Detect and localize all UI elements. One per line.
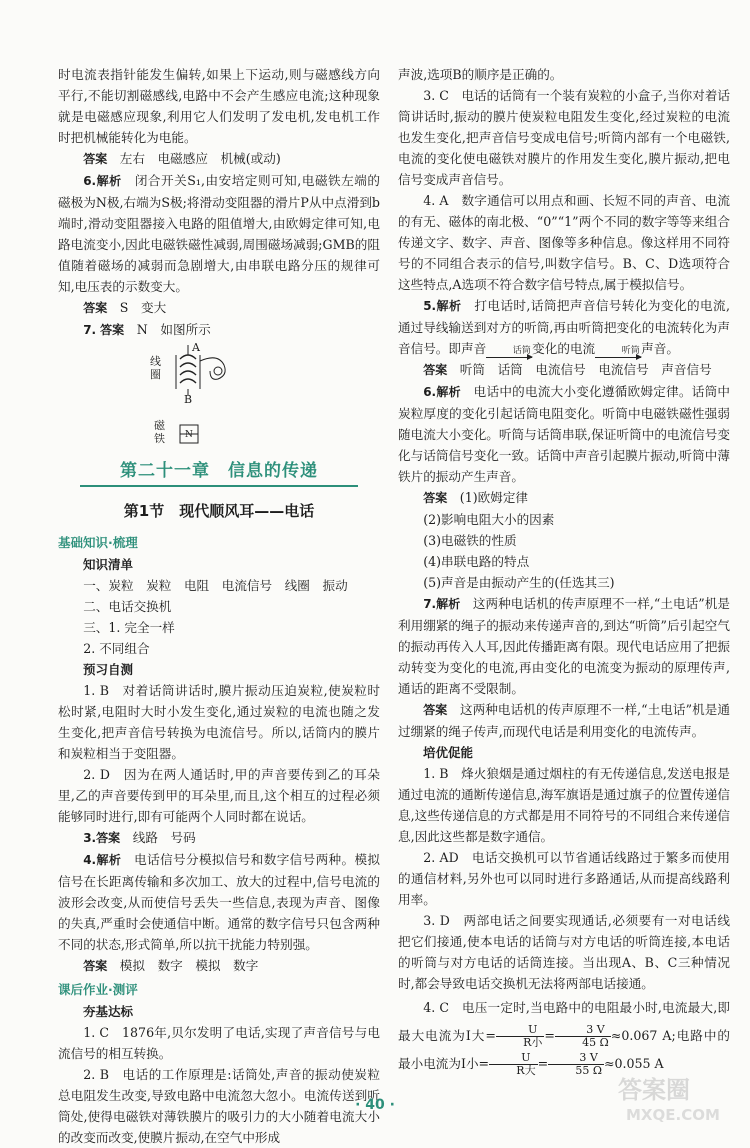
q5-answer <box>58 148 380 170</box>
analysis-text: 这两种电话机的传声原理不一样,“土电话”机是利用绷紧的绳子的振动来传递声音的,到达“听筒”后引起空气的振动再传入人耳,因此传播距离有限。现代电话应用了把振动转变为变化的电流,再由变化的电流变为振动的原理传声,通话的距离不受限制。 <box>398 596 730 696</box>
improve-item: 1. B 烽火狼烟是通过烟柱的有无传递信息,发送电报是通过电流的通断传递信息,海军旗语是通过旗子的位置传递信息,这些传递信息的方式都是用不同符号的不同组合来传递信息,因此这些都是数字通信。 <box>398 766 730 844</box>
continued-text: 声波,选项B的顺序是正确的。 <box>398 67 563 82</box>
answer-text: 模拟 数字 模拟 数字 <box>119 958 259 973</box>
answer-line: (2)影响电阻大小的因素 <box>423 512 555 527</box>
question-number: 7. <box>83 323 97 337</box>
answer-label: 答案 <box>83 152 108 166</box>
homework-item: 1. C 1876年,贝尔发明了电话,实现了声音信号与电流信号的相互转换。 <box>58 1025 380 1061</box>
fraction <box>489 1052 537 1077</box>
analysis-text: 电话信号分模拟信号和数字信号两种。模拟信号在长距离传输和多次加工、放大的过程中,信号电流的波形会改变,从而使信号丢失一些信息,表现为声音、图像的失真,严重时会使通信中断。通常的数字信号只包含两种不同的状态,形式简单,所以抗干扰能力特别强。 <box>58 852 380 952</box>
homework-item <box>398 295 730 359</box>
fraction <box>496 1024 544 1049</box>
label-b: B <box>184 393 193 406</box>
arrow-label: 听筒 <box>621 346 640 356</box>
equals: = <box>537 1056 549 1071</box>
question-number: 5. <box>423 299 437 313</box>
watermark-subtext: MXQE.COM <box>626 1106 720 1124</box>
homework-item: 3. C 电话的话筒有一个装有炭粒的小盒子,当你对着话筒讲话时,振动的膜片使炭粒电阻发生变化,经过炭粒的电流也发生变化,把声音信号变成电信号;听筒内部有一个电磁铁,电流的变化使电磁铁对膜片的作用发生变化,膜片振动,把电信号变成声音信号。 <box>398 88 730 187</box>
answer-label: 答案 <box>83 301 108 315</box>
arrow-receiver <box>595 347 641 358</box>
base-heading: 夯基达标 <box>83 1004 134 1019</box>
knowledge-item: 一、炭粒 炭粒 电阻 电流信号 线圈 振动 <box>83 578 348 593</box>
question-number: 7. <box>423 597 437 611</box>
analysis-text: 电话中的电流大小变化遵循欧姆定律。话筒中炭粒厚度的变化引起话筒电阻变化。听筒中电磁铁磁性强弱随电流大小变化。听筒与话筒串联,保证听筒中的电流信号变化与话筒信号变化一致。话筒中声音引起膜片振动,听筒中薄铁片的振动产生声音。 <box>398 384 731 484</box>
homework-item: 2. B 电话的工作原理是:话筒处,声音的振动使炭粒总电阻发生改变,导致电路中电流忽大忽小。电流传送到听筒处,使得电磁铁对薄铁膜片的吸引力的大小随着电流大小的改变而改变,使膜片振动,在空气中形成 <box>58 1067 380 1145</box>
label-magnet: 磁铁 <box>154 419 165 445</box>
analysis-label: 解析 <box>436 597 461 611</box>
knowledge-item: 二、电话交换机 <box>83 599 172 614</box>
item-text: 最小电流为 <box>398 1056 461 1071</box>
improve-item: 3. D 两部电话之间要实现通话,必须要有一对电话线把它们接通,使本电话的话筒与对方电话的听筒连接,本电话的听筒与对方电话的话筒连接。当出现A、B、C三种情况时,都会导致电话交换机无法将两部电话接通。 <box>398 913 730 991</box>
answer-label: 答案 <box>423 363 448 377</box>
homework-item: 4. A 数字通信可以用点和画、长短不同的声音、电流的有无、磁体的南北极、“0”“1”两个不同的数字等等来组合传递文字、数字、声音、图像等多种信息。像这样用不同符号的不同组合表示的信号,叫数字信号。B、C、D选项符合这些特点,A选项不符合数字信号特点,属于模拟信号。 <box>398 193 730 292</box>
arrow-mic <box>486 347 532 358</box>
question-number: 6. <box>423 385 437 399</box>
homework-answer <box>398 359 730 381</box>
denominator: 55 Ω <box>575 1064 602 1077</box>
question-number: 3. <box>83 831 97 845</box>
analysis-label: 解析 <box>96 174 122 188</box>
improve-heading: 培优促能 <box>423 745 474 760</box>
answer-label: 答案 <box>100 323 125 337</box>
numerator: U <box>489 1052 537 1065</box>
answer-text: 左右 电磁感应 机械(或动) <box>119 151 281 166</box>
homework-item <box>398 593 730 699</box>
denominator: R小 <box>523 1036 543 1049</box>
preview-answer <box>58 955 380 977</box>
coil-magnet-figure <box>148 341 380 451</box>
homework-heading: 课后作业·测评 <box>58 982 138 997</box>
answer-text: N 如图所示 <box>136 322 211 337</box>
watermark-logo <box>610 1068 740 1128</box>
answer-text: S 变大 <box>119 300 167 315</box>
analysis-text: 声音。 <box>641 341 679 356</box>
answer-text: 线路 号码 <box>132 830 196 845</box>
right-column <box>398 64 730 1078</box>
improve-item: 2. AD 电话交换机可以节省通话线路过于繁多而使用的通信材料,另外也可以同时进行多路通话,从而提高线路利用率。 <box>398 850 730 907</box>
preview-item: 1. B 对着话筒讲话时,膜片振动压迫炭粒,使炭粒时松时紧,电阻时大时小发生变化,通过炭粒的电流也随之发生变化,把声音信号转换为电流信号。所以,话筒内的膜片和炭粒相当于变阻器。 <box>58 683 380 761</box>
label-n: N <box>185 430 193 440</box>
page-number: · 40 · <box>355 1097 395 1113</box>
q7-answer <box>58 319 380 341</box>
answer-label: 答案 <box>423 703 448 717</box>
numerator: 3 V <box>548 1052 604 1065</box>
question-number: 6. <box>83 174 97 188</box>
homework-answer <box>398 487 730 509</box>
analysis-text: 打电话时,话筒把声音信号转化为变化的电流,通过导线输送到对方的听筒,再由听筒把变化的电流转化为声音信号。即声音 <box>398 298 730 356</box>
q6-answer <box>58 297 380 319</box>
intro-paragraph: 时电流表指针能发生偏转,如果上下运动,则与磁感线方向平行,不能切割磁感线,电路中不会产生感应电流;这种现象就是电磁感应现象,利用它人们发明了发电机,发电机工作时把机械能转化为电能。 <box>58 67 380 145</box>
numerator: U <box>496 1024 544 1037</box>
answer-text: 听筒 话筒 电流信号 电流信号 声音信号 <box>459 362 712 377</box>
homework-answer <box>398 699 730 742</box>
preview-item <box>58 849 380 955</box>
knowledge-list-heading: 知识清单 <box>83 557 134 572</box>
analysis-label: 解析 <box>436 299 462 313</box>
answer-line: (3)电磁铁的性质 <box>423 533 517 548</box>
answer-line: (5)声音是由振动产生的(任选其三) <box>423 575 615 590</box>
basic-knowledge-heading: 基础知识·梳理 <box>58 535 138 550</box>
numerator: 3 V <box>555 1024 611 1037</box>
analysis-text: 变化的电流 <box>532 341 596 356</box>
knowledge-item: 三、1. 完全一样 <box>83 620 175 635</box>
item-text: ≈0.067 A;电路中的 <box>610 1028 731 1043</box>
answer-text: 这两种电话机的传声原理不一样,“土电话”机是通过绷紧的绳子传声,而现代电话是利用变化的电流传声。 <box>398 702 730 739</box>
question-number: 4. <box>83 853 97 867</box>
arrow-label: 话筒 <box>512 346 531 356</box>
preview-item <box>58 827 380 849</box>
chapter-divider <box>80 485 358 487</box>
knowledge-item: 2. 不同组合 <box>83 641 150 656</box>
preview-item: 2. D 因为在两人通话时,甲的声音要传到乙的耳朵里,乙的声音要传到甲的耳朵里,而且,这个相互的过程必须能够同时进行,即有可能两个人同时都在说话。 <box>58 767 380 824</box>
label-a: A <box>192 341 200 354</box>
item-text: ≈0.055 A <box>603 1056 664 1071</box>
label-coil: 线圈 <box>150 355 161 381</box>
fraction <box>555 1024 611 1049</box>
improve-item <box>398 994 730 1078</box>
analysis-label: 解析 <box>436 385 461 399</box>
denominator: R大 <box>516 1064 536 1077</box>
homework-item <box>398 381 730 487</box>
denominator: 45 Ω <box>582 1036 609 1049</box>
answer-label: 答案 <box>83 959 108 973</box>
q6-analysis <box>58 170 380 297</box>
coil-diagram <box>148 341 298 451</box>
left-column <box>58 64 380 1148</box>
answer-line: (4)串联电路的特点 <box>423 554 530 569</box>
analysis-label: 解析 <box>96 853 122 867</box>
formula-imin: I小= <box>460 1056 490 1071</box>
equals: = <box>544 1028 555 1043</box>
answer-label: 答案 <box>423 491 448 505</box>
analysis-text: 闭合开关S₁,由安培定则可知,电磁铁左端的磁极为N极,右端为S极;将滑动变阻器的滑片P从中点滑到b端时,滑动变阻器接入电路的阻值增大,由欧姆定律可知,电路电流变小,因此电磁铁磁性减弱,周围磁场减弱;GMB的阻值随着磁场的减弱而急剧增大,由串联电路分压的规律可知,电压表的示数变大。 <box>58 173 380 294</box>
item-text: 4. C 电压一定时,当电路中的电阻最小时,电流最大,即最大电流为 <box>398 1000 730 1043</box>
fraction <box>548 1052 604 1077</box>
formula-imax: I大= <box>465 1028 496 1043</box>
section-title: 第1节 现代顺风耳——电话 <box>123 502 315 520</box>
preview-heading: 预习自测 <box>83 662 134 677</box>
chapter-title: 第二十一章 信息的传递 <box>120 461 318 481</box>
watermark-text: 答案圈 <box>618 1076 690 1104</box>
answer-text: (1)欧姆定律 <box>459 490 529 505</box>
answer-label: 答案 <box>96 831 121 845</box>
